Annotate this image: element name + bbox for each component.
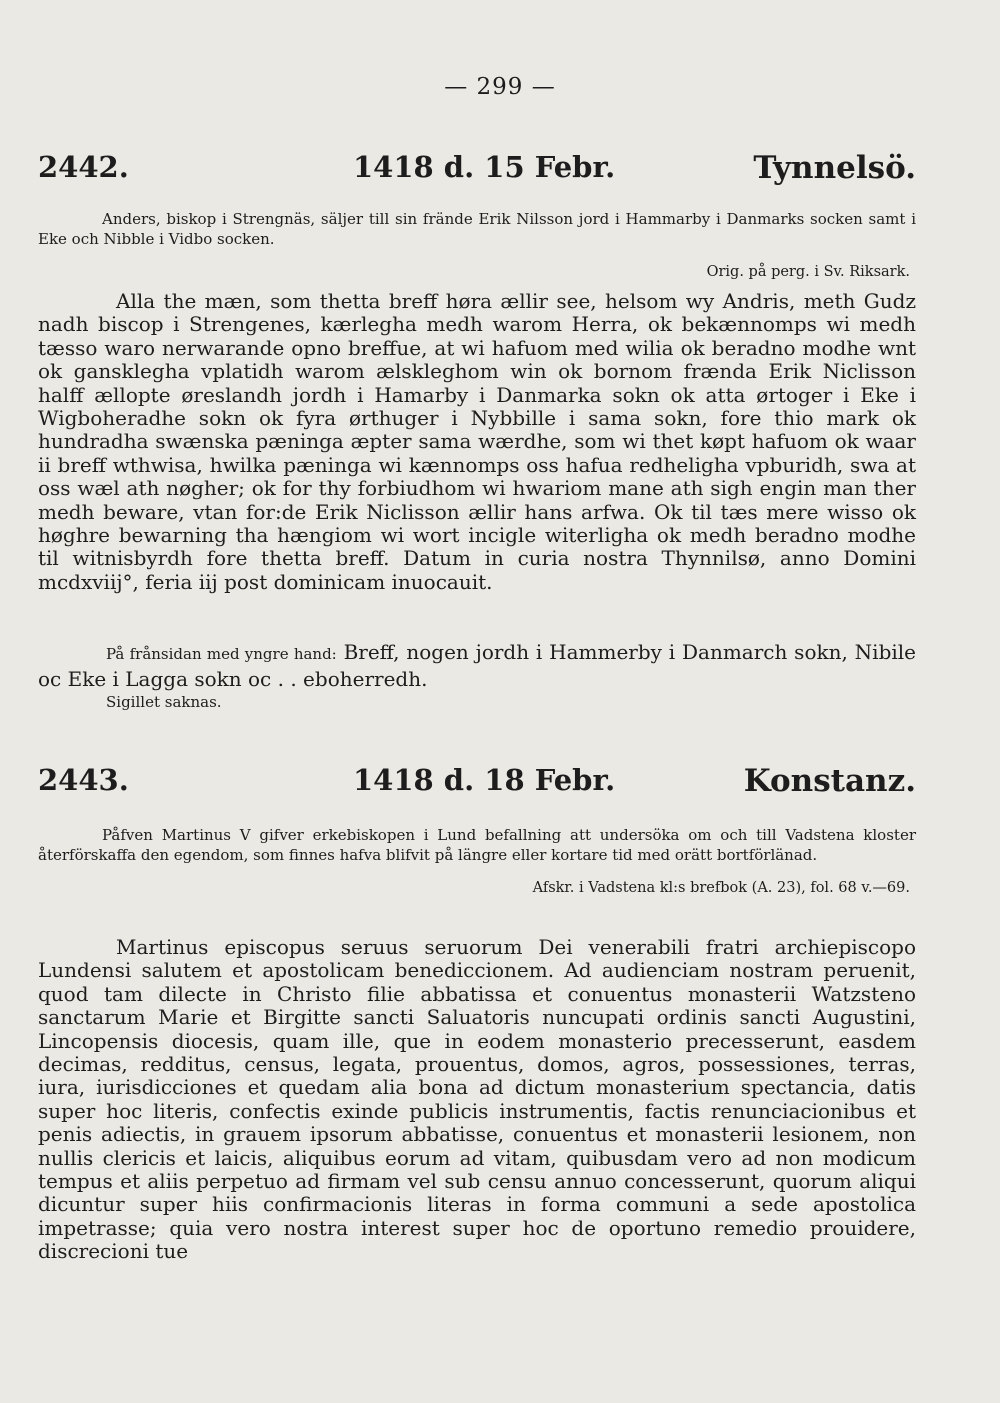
entry-source: Afskr. i Vadstena kl:s brefbok (A. 23), fol. 68 v.—69. <box>532 880 910 896</box>
endorsement-note <box>38 640 916 692</box>
page-number: — 299 — <box>444 74 556 100</box>
entry-source: Orig. på perg. i Sv. Riksark. <box>706 264 910 280</box>
document-text: Alla the mæn, som thetta breff høra ællir see, helsom wy Andris, meth Gudz nadh biscop i Strengenes, kærlegha medh warom Herra, ok bekænnomps wi medh tæsso waro nerwarande opno breffue, at wi hafuom med wilia ok beradno modhe wnt ok gansklegha vplatidh warom ælskleghom win ok bornom frænda Erik Niclisson halff ællopte øreslandh jordh i Hamarby i Danmarka sokn ok atta ørtoger i Eke i Wigboheradhe sokn ok fyra ørthuger i Nybbille i sama sokn, fore thio mark ok hundradha swænska pæninga æpter sama wærdhe, som wi thet køpt hafuom ok waar ii breff wthwisa, hwilka pæninga wi kænnomps oss hafua redheligha vpburidh, swa at oss wæl ath nøgher; ok for thy forbiudhom wi hwariom mane ath sigh engin man ther medh beware, vtan for:de Erik Niclisson ællir hans arfwa. Ok til tæs mere wisso ok høghre bewarning tha hængiom wi wort incigle witerligha ok medh beradno modhe til witnisbyrdh fore thetta breff. Datum in curia nostra Thynnilsø, anno Domini mcdxviij°, feria iij post dominicam inuocauit. <box>38 289 916 594</box>
entry-place: Tynnelsö. <box>753 150 916 186</box>
entry-header <box>38 763 916 803</box>
entry-regest: Anders, biskop i Strengnäs, säljer till sin frände Erik Nilsson jord i Hammarby i Danmarks socken samt i Eke och Nibble i Vidbo socken. <box>38 210 916 248</box>
entry-header <box>38 150 916 190</box>
entry-place: Konstanz. <box>743 763 916 799</box>
document-text: Martinus episcopus seruus seruorum Dei venerabili fratri archiepiscopo Lundensi salutem et apostolicam benediccionem. Ad audienciam nostram peruenit, quod tam dilecte in Christo filie abbatissa et conuentus monasterii Watzsteno sanctarum Marie et Birgitte sancti Saluatoris nuncupati ordinis sancti Augustini, Lincopensis diocesis, quam ille, que in eodem monasterio precesserunt, easdem decimas, redditus, census, legata, prouentus, domos, agros, possessiones, terras, iura, iurisdicciones et quedam alia bona ad dictum monasterium spectancia, datis super hoc literis, confectis exinde publicis instrumentis, factis renunciacionibus et penis adiectis, in grauem ipsorum abbatisse, conuentus et monasterii lesionem, non nullis clericis et laicis, aliquibus eorum ad vitam, quibusdam vero ad non modicum tempus et aliis perpetuo ad firmam vel sub censu annuo concesserunt, quorum aliqui dicuntur super hiis confirmacionis literas in forma communi a sede apostolica impetrasse; quia vero nostra interest super hoc de oportuno remedio prouidere, discrecioni tue <box>38 935 916 1264</box>
entry-date: 1418 d. 15 Febr. <box>353 150 616 184</box>
seal-note: Sigillet saknas. <box>106 693 222 711</box>
entry-number: 2443. <box>38 763 129 797</box>
entry-date: 1418 d. 18 Febr. <box>353 763 616 797</box>
endorsement-text: Breff, nogen jordh i Hammerby i Danmarch sokn, Nibile oc Eke i Lagga sokn oc . . eboherredh. <box>38 640 917 691</box>
endorsement-label: På frånsidan med yngre hand: <box>106 645 337 663</box>
entry-regest: Påfven Martinus V gifver erkebiskopen i Lund befallning att undersöka om och till Vadstena kloster återförskaffa den egendom, som finnes hafva blifvit på längre eller kortare tid med orätt bortförlänad. <box>38 826 916 864</box>
entry-number: 2442. <box>38 150 129 184</box>
